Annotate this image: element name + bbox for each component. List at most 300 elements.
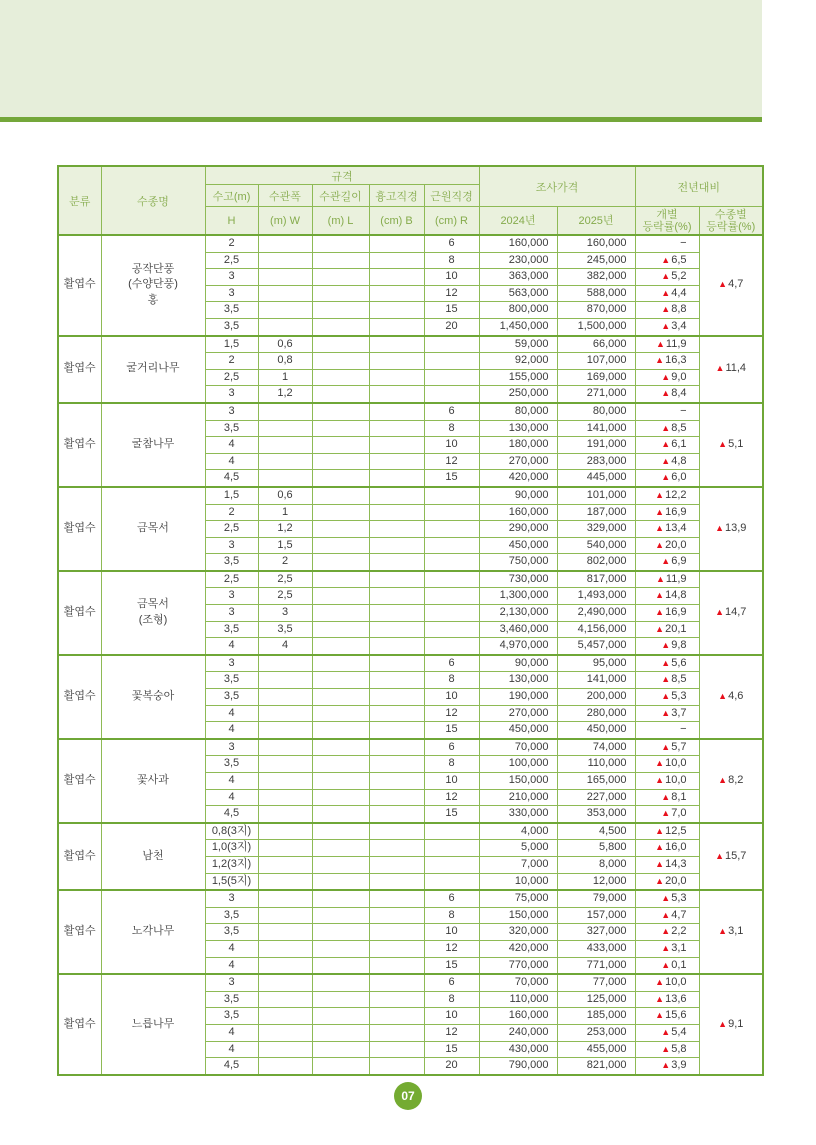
price-2024-cell: 270,000 — [479, 453, 557, 470]
dbh-cell — [369, 890, 424, 907]
root-diameter-cell — [424, 840, 479, 857]
up-triangle-icon: ▲ — [661, 254, 671, 265]
price-2024-cell: 160,000 — [479, 235, 557, 252]
price-2025-cell: 95,000 — [557, 655, 635, 672]
individual-rate-cell: ▲20,1 — [635, 621, 699, 638]
root-diameter-cell: 15 — [424, 806, 479, 823]
crown-width-cell: 3,5 — [258, 621, 312, 638]
up-triangle-icon: ▲ — [661, 320, 671, 331]
species-cell: 굴거리나무 — [101, 336, 205, 403]
dbh-cell — [369, 907, 424, 924]
species-rate-cell: ▲8,2 — [699, 739, 763, 823]
price-2025-cell: 245,000 — [557, 252, 635, 269]
up-triangle-icon: ▲ — [661, 640, 671, 651]
height-cell: 2 — [205, 504, 258, 521]
up-triangle-icon: ▲ — [661, 791, 671, 802]
dbh-cell — [369, 353, 424, 370]
table-row — [58, 655, 763, 672]
price-2024-cell: 363,000 — [479, 269, 557, 286]
price-2025-cell: 5,800 — [557, 840, 635, 857]
up-triangle-icon: ▲ — [661, 808, 671, 819]
species-rate-cell: ▲4,7 — [699, 235, 763, 336]
table-row — [58, 403, 763, 420]
height-cell: 3 — [205, 739, 258, 756]
header-year-2024: 2024년 — [479, 207, 557, 236]
species-cell: 금목서 — [101, 487, 205, 571]
height-cell: 2,5 — [205, 571, 258, 588]
price-2024-cell: 450,000 — [479, 537, 557, 554]
crown-width-cell: 3 — [258, 605, 312, 622]
tree-price-table — [57, 165, 764, 1076]
dbh-cell — [369, 403, 424, 420]
individual-rate-cell: ▲5,3 — [635, 890, 699, 907]
height-cell: 2 — [205, 353, 258, 370]
price-2025-cell: 817,000 — [557, 571, 635, 588]
header-price-group: 조사가격 — [479, 166, 635, 207]
dbh-cell — [369, 470, 424, 487]
up-triangle-icon: ▲ — [661, 893, 671, 904]
up-triangle-icon: ▲ — [661, 741, 671, 752]
root-diameter-cell: 12 — [424, 789, 479, 806]
individual-rate-cell: ▲12,2 — [635, 487, 699, 504]
height-cell: 3 — [205, 403, 258, 420]
crown-width-cell — [258, 957, 312, 974]
root-diameter-cell: 12 — [424, 453, 479, 470]
root-diameter-cell — [424, 504, 479, 521]
price-2025-cell: 327,000 — [557, 924, 635, 941]
root-diameter-cell — [424, 621, 479, 638]
price-2025-cell: 445,000 — [557, 470, 635, 487]
table-row — [58, 487, 763, 504]
crown-length-cell — [312, 1058, 369, 1075]
dbh-cell — [369, 924, 424, 941]
price-2024-cell: 230,000 — [479, 252, 557, 269]
root-diameter-cell: 20 — [424, 318, 479, 335]
up-triangle-icon: ▲ — [655, 875, 665, 886]
category-cell: 활엽수 — [58, 823, 101, 890]
up-triangle-icon: ▲ — [661, 304, 671, 315]
height-cell: 3,5 — [205, 756, 258, 773]
individual-rate-cell: ▲4,4 — [635, 285, 699, 302]
crown-width-cell — [258, 789, 312, 806]
price-2025-cell: 157,000 — [557, 907, 635, 924]
table-row — [58, 739, 763, 756]
individual-rate-cell: ▲10,0 — [635, 773, 699, 790]
root-diameter-cell: 15 — [424, 722, 479, 739]
height-cell: 3,5 — [205, 924, 258, 941]
individual-rate-cell: ▲5,8 — [635, 1041, 699, 1058]
up-triangle-icon: ▲ — [661, 371, 671, 382]
root-diameter-cell: 8 — [424, 672, 479, 689]
crown-width-cell — [258, 840, 312, 857]
dbh-cell — [369, 605, 424, 622]
price-2025-cell: 79,000 — [557, 890, 635, 907]
up-triangle-icon: ▲ — [661, 707, 671, 718]
root-diameter-cell: 6 — [424, 655, 479, 672]
height-cell: 3,5 — [205, 689, 258, 706]
price-2024-cell: 420,000 — [479, 940, 557, 957]
height-cell: 3,5 — [205, 991, 258, 1008]
individual-rate-cell: ▲5,2 — [635, 269, 699, 286]
price-2024-cell: 4,970,000 — [479, 638, 557, 655]
root-diameter-cell: 10 — [424, 269, 479, 286]
price-2025-cell: 870,000 — [557, 302, 635, 319]
individual-rate-cell: − — [635, 403, 699, 420]
height-cell: 3 — [205, 655, 258, 672]
individual-rate-cell: ▲7,0 — [635, 806, 699, 823]
crown-width-cell — [258, 823, 312, 840]
price-2024-cell: 330,000 — [479, 806, 557, 823]
price-2025-cell: 141,000 — [557, 420, 635, 437]
crown-width-cell: 1 — [258, 504, 312, 521]
species-rate-cell: ▲13,9 — [699, 487, 763, 571]
species-rate-cell: ▲3,1 — [699, 890, 763, 974]
crown-width-cell: 4 — [258, 638, 312, 655]
header-unit-r: (cm) R — [424, 207, 479, 236]
root-diameter-cell: 10 — [424, 689, 479, 706]
price-2025-cell: 107,000 — [557, 353, 635, 370]
dbh-cell — [369, 336, 424, 353]
price-2024-cell: 320,000 — [479, 924, 557, 941]
crown-length-cell — [312, 840, 369, 857]
up-triangle-icon: ▲ — [661, 942, 671, 953]
dbh-cell — [369, 386, 424, 403]
crown-width-cell — [258, 873, 312, 890]
root-diameter-cell: 6 — [424, 739, 479, 756]
crown-length-cell — [312, 907, 369, 924]
price-2024-cell: 90,000 — [479, 655, 557, 672]
crown-width-cell — [258, 705, 312, 722]
height-cell: 4 — [205, 1024, 258, 1041]
up-triangle-icon: ▲ — [655, 758, 665, 769]
species-cell: 금목서 (조형) — [101, 571, 205, 655]
price-table-body — [58, 235, 763, 1075]
header-species-rate: 수종별 등락률(%) — [699, 207, 763, 236]
price-2024-cell: 100,000 — [479, 756, 557, 773]
price-2025-cell: 253,000 — [557, 1024, 635, 1041]
species-rate-cell: ▲4,6 — [699, 655, 763, 739]
price-2025-cell: 1,493,000 — [557, 588, 635, 605]
individual-rate-cell: ▲4,7 — [635, 907, 699, 924]
up-triangle-icon: ▲ — [661, 271, 671, 282]
crown-width-cell — [258, 252, 312, 269]
height-cell: 1,5(5지) — [205, 873, 258, 890]
crown-length-cell — [312, 773, 369, 790]
price-2024-cell: 770,000 — [479, 957, 557, 974]
price-2024-cell: 130,000 — [479, 420, 557, 437]
height-cell: 3 — [205, 605, 258, 622]
crown-length-cell — [312, 991, 369, 1008]
crown-length-cell — [312, 823, 369, 840]
price-2024-cell: 150,000 — [479, 773, 557, 790]
up-triangle-icon: ▲ — [655, 825, 665, 836]
crown-width-cell — [258, 302, 312, 319]
price-2024-cell: 155,000 — [479, 369, 557, 386]
height-cell: 3 — [205, 588, 258, 605]
height-cell: 4,5 — [205, 806, 258, 823]
individual-rate-cell: ▲15,6 — [635, 1008, 699, 1025]
price-2024-cell: 4,000 — [479, 823, 557, 840]
up-triangle-icon: ▲ — [718, 691, 728, 702]
up-triangle-icon: ▲ — [655, 623, 665, 634]
up-triangle-icon: ▲ — [656, 573, 665, 584]
crown-length-cell — [312, 386, 369, 403]
individual-rate-cell: ▲8,4 — [635, 386, 699, 403]
price-2024-cell: 750,000 — [479, 554, 557, 571]
individual-rate-cell: ▲8,8 — [635, 302, 699, 319]
crown-width-cell: 1,5 — [258, 537, 312, 554]
dbh-cell — [369, 554, 424, 571]
crown-width-cell — [258, 403, 312, 420]
price-2024-cell: 450,000 — [479, 722, 557, 739]
dbh-cell — [369, 940, 424, 957]
crown-length-cell — [312, 924, 369, 941]
up-triangle-icon: ▲ — [661, 926, 671, 937]
crown-width-cell — [258, 318, 312, 335]
crown-width-cell — [258, 991, 312, 1008]
up-triangle-icon: ▲ — [661, 472, 671, 483]
price-2024-cell: 75,000 — [479, 890, 557, 907]
root-diameter-cell — [424, 605, 479, 622]
crown-length-cell — [312, 638, 369, 655]
root-diameter-cell — [424, 537, 479, 554]
root-diameter-cell — [424, 369, 479, 386]
price-2024-cell: 5,000 — [479, 840, 557, 857]
crown-length-cell — [312, 285, 369, 302]
species-rate-cell: ▲9,1 — [699, 974, 763, 1075]
height-cell: 4 — [205, 437, 258, 454]
price-2025-cell: 101,000 — [557, 487, 635, 504]
root-diameter-cell: 20 — [424, 1058, 479, 1075]
table-row — [58, 823, 763, 840]
crown-width-cell — [258, 890, 312, 907]
root-diameter-cell: 6 — [424, 974, 479, 991]
crown-length-cell — [312, 890, 369, 907]
up-triangle-icon: ▲ — [661, 909, 671, 920]
root-diameter-cell — [424, 554, 479, 571]
height-cell: 4 — [205, 940, 258, 957]
crown-length-cell — [312, 252, 369, 269]
price-2024-cell: 110,000 — [479, 991, 557, 1008]
up-triangle-icon: ▲ — [655, 977, 665, 988]
root-diameter-cell: 10 — [424, 1008, 479, 1025]
header-unit-b: (cm) B — [369, 207, 424, 236]
price-2024-cell: 130,000 — [479, 672, 557, 689]
up-triangle-icon: ▲ — [661, 455, 671, 466]
table-header — [58, 166, 763, 235]
crown-length-cell — [312, 1041, 369, 1058]
dbh-cell — [369, 588, 424, 605]
height-cell: 2,5 — [205, 369, 258, 386]
crown-length-cell — [312, 487, 369, 504]
individual-rate-cell: ▲20,0 — [635, 537, 699, 554]
individual-rate-cell: ▲6,1 — [635, 437, 699, 454]
price-2024-cell: 70,000 — [479, 739, 557, 756]
crown-length-cell — [312, 302, 369, 319]
crown-length-cell — [312, 756, 369, 773]
price-2025-cell: 271,000 — [557, 386, 635, 403]
crown-width-cell — [258, 672, 312, 689]
root-diameter-cell: 6 — [424, 890, 479, 907]
height-cell: 4 — [205, 638, 258, 655]
dbh-cell — [369, 318, 424, 335]
height-cell: 4 — [205, 722, 258, 739]
root-diameter-cell: 12 — [424, 940, 479, 957]
crown-width-cell — [258, 1008, 312, 1025]
up-triangle-icon: ▲ — [655, 775, 665, 785]
species-cell: 노각나무 — [101, 890, 205, 974]
crown-length-cell — [312, 722, 369, 739]
category-cell: 활엽수 — [58, 571, 101, 655]
header-year-2025: 2025년 — [557, 207, 635, 236]
crown-length-cell — [312, 974, 369, 991]
dbh-cell — [369, 537, 424, 554]
page-top-band — [0, 0, 762, 122]
individual-rate-cell: ▲8,1 — [635, 789, 699, 806]
height-cell: 1,5 — [205, 336, 258, 353]
crown-length-cell — [312, 369, 369, 386]
category-cell: 활엽수 — [58, 403, 101, 487]
header-category: 분류 — [58, 166, 101, 235]
root-diameter-cell — [424, 386, 479, 403]
crown-length-cell — [312, 940, 369, 957]
crown-width-cell — [258, 806, 312, 823]
species-cell: 남천 — [101, 823, 205, 890]
price-2024-cell: 150,000 — [479, 907, 557, 924]
price-2025-cell: 382,000 — [557, 269, 635, 286]
dbh-cell — [369, 689, 424, 706]
crown-length-cell — [312, 453, 369, 470]
root-diameter-cell — [424, 873, 479, 890]
root-diameter-cell: 10 — [424, 924, 479, 941]
individual-rate-cell: ▲2,2 — [635, 924, 699, 941]
crown-length-cell — [312, 1024, 369, 1041]
crown-width-cell — [258, 1024, 312, 1041]
individual-rate-cell: ▲5,6 — [635, 655, 699, 672]
up-triangle-icon: ▲ — [661, 691, 671, 702]
dbh-cell — [369, 840, 424, 857]
root-diameter-cell — [424, 353, 479, 370]
dbh-cell — [369, 1041, 424, 1058]
table-row — [58, 571, 763, 588]
price-2024-cell: 430,000 — [479, 1041, 557, 1058]
price-2024-cell: 180,000 — [479, 437, 557, 454]
price-2024-cell: 210,000 — [479, 789, 557, 806]
individual-rate-cell: ▲10,0 — [635, 974, 699, 991]
crown-length-cell — [312, 605, 369, 622]
up-triangle-icon: ▲ — [718, 1018, 728, 1029]
price-2025-cell: 433,000 — [557, 940, 635, 957]
price-2025-cell: 329,000 — [557, 521, 635, 538]
crown-length-cell — [312, 235, 369, 252]
price-2025-cell: 802,000 — [557, 554, 635, 571]
height-cell: 3,5 — [205, 907, 258, 924]
individual-rate-cell: ▲14,8 — [635, 588, 699, 605]
height-cell: 3 — [205, 269, 258, 286]
crown-length-cell — [312, 672, 369, 689]
dbh-cell — [369, 571, 424, 588]
header-crown-width: 수관폭 — [258, 185, 312, 207]
individual-rate-cell: − — [635, 722, 699, 739]
root-diameter-cell: 6 — [424, 235, 479, 252]
up-triangle-icon: ▲ — [655, 842, 665, 853]
price-2025-cell: 4,156,000 — [557, 621, 635, 638]
individual-rate-cell: ▲13,6 — [635, 991, 699, 1008]
crown-length-cell — [312, 318, 369, 335]
crown-width-cell — [258, 974, 312, 991]
root-diameter-cell: 15 — [424, 957, 479, 974]
up-triangle-icon: ▲ — [655, 506, 665, 517]
root-diameter-cell: 8 — [424, 420, 479, 437]
dbh-cell — [369, 789, 424, 806]
species-cell: 굴참나무 — [101, 403, 205, 487]
crown-length-cell — [312, 521, 369, 538]
crown-width-cell — [258, 285, 312, 302]
crown-width-cell: 0,8 — [258, 353, 312, 370]
individual-rate-cell: ▲12,5 — [635, 823, 699, 840]
root-diameter-cell — [424, 336, 479, 353]
root-diameter-cell — [424, 638, 479, 655]
price-2024-cell: 59,000 — [479, 336, 557, 353]
individual-rate-cell: ▲3,1 — [635, 940, 699, 957]
individual-rate-cell: ▲6,0 — [635, 470, 699, 487]
price-2024-cell: 1,300,000 — [479, 588, 557, 605]
up-triangle-icon: ▲ — [655, 607, 665, 618]
price-2024-cell: 250,000 — [479, 386, 557, 403]
height-cell: 3,5 — [205, 554, 258, 571]
crown-length-cell — [312, 504, 369, 521]
price-2024-cell: 420,000 — [479, 470, 557, 487]
height-cell: 4 — [205, 705, 258, 722]
root-diameter-cell: 12 — [424, 1024, 479, 1041]
table-row — [58, 974, 763, 991]
individual-rate-cell: ▲3,7 — [635, 705, 699, 722]
up-triangle-icon: ▲ — [655, 539, 665, 550]
crown-width-cell — [258, 856, 312, 873]
price-2025-cell: 5,457,000 — [557, 638, 635, 655]
root-diameter-cell: 15 — [424, 302, 479, 319]
price-2024-cell: 2,130,000 — [479, 605, 557, 622]
height-cell: 3,5 — [205, 302, 258, 319]
price-2024-cell: 3,460,000 — [479, 621, 557, 638]
crown-width-cell — [258, 437, 312, 454]
crown-width-cell — [258, 739, 312, 756]
up-triangle-icon: ▲ — [661, 556, 671, 567]
crown-length-cell — [312, 621, 369, 638]
root-diameter-cell: 10 — [424, 773, 479, 790]
dbh-cell — [369, 487, 424, 504]
up-triangle-icon: ▲ — [661, 1043, 671, 1054]
height-cell: 4 — [205, 1041, 258, 1058]
price-2025-cell: 66,000 — [557, 336, 635, 353]
individual-rate-cell: ▲16,9 — [635, 605, 699, 622]
root-diameter-cell: 8 — [424, 252, 479, 269]
price-2025-cell: 771,000 — [557, 957, 635, 974]
individual-rate-cell: ▲14,3 — [635, 856, 699, 873]
individual-rate-cell: ▲11,9 — [635, 571, 699, 588]
crown-width-cell — [258, 470, 312, 487]
up-triangle-icon: ▲ — [655, 993, 665, 1004]
header-dbh: 흉고직경 — [369, 185, 424, 207]
up-triangle-icon: ▲ — [661, 959, 671, 970]
individual-rate-cell: ▲3,4 — [635, 318, 699, 335]
up-triangle-icon: ▲ — [655, 1010, 665, 1021]
table-row — [58, 336, 763, 353]
up-triangle-icon: ▲ — [715, 850, 725, 861]
crown-width-cell — [258, 940, 312, 957]
price-2025-cell: 227,000 — [557, 789, 635, 806]
individual-rate-cell: ▲9,8 — [635, 638, 699, 655]
